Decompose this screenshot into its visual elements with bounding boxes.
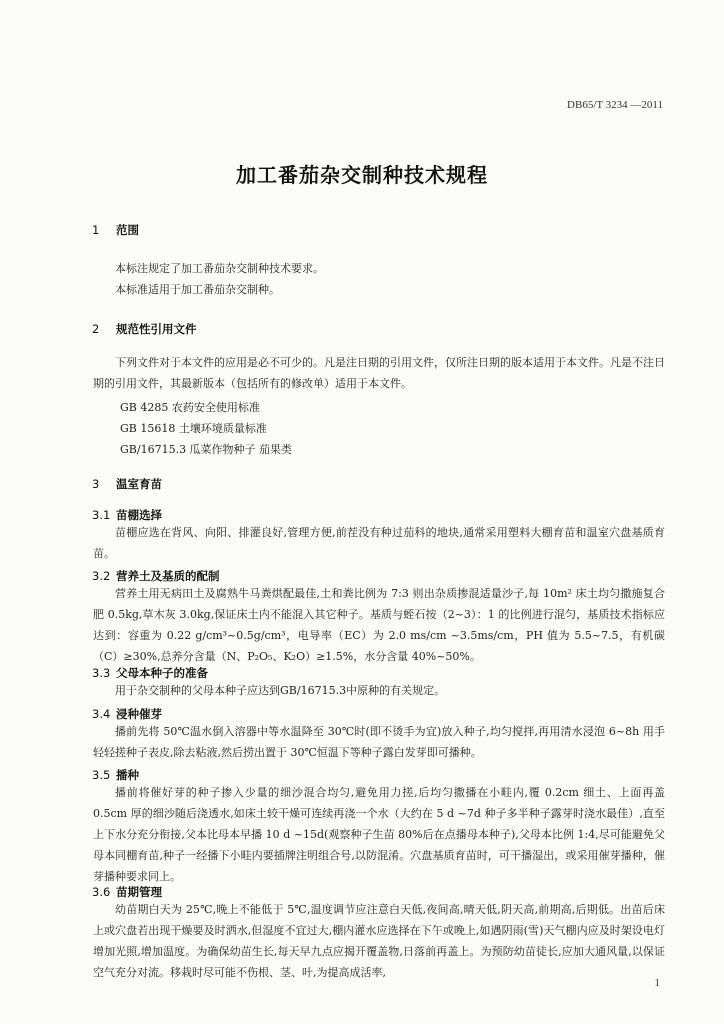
section-title: 苗棚选择	[116, 508, 162, 522]
section-title: 播种	[116, 768, 139, 782]
section-2-heading	[92, 321, 197, 337]
paragraph: 下列文件对于本文件的应用是必不可少的。凡是注日期的引用文件，仅所注日期的版本适用于本文件。凡是不注日期的引用文件，其最新版本（包括所有的修改单）适用于本文件。	[93, 356, 665, 390]
section-number: 3.3	[92, 666, 111, 680]
reference-item: GB 15618 土壤环境质量标准	[120, 422, 267, 435]
standard-code: DB65/T 3234 —2011	[567, 99, 663, 111]
subsection-3-5-heading	[92, 767, 139, 783]
document-title: 加工番茄杂交制种技术规程	[236, 163, 488, 187]
section-title: 营养土及基质的配制	[116, 569, 220, 583]
section-number: 3.4	[92, 707, 111, 721]
paragraph: 幼苗期白天为 25℃,晚上不能低于 5℃,温度调节应注意白天低,夜间高,晴天低,阴天高,前期高,后期低。出苗后床上或穴盘若出现干燥要及时洒水,但湿度不宜过大,棚内灌水应选择在下午或晚上,如遇阴雨(雪)天气棚内应及时架设电灯增加光照,增加温度。为确保幼苗生长,每天早九点应揭开覆盖物,日落前再盖上。为预防幼苗徒长,应加大通风量,以保证空气充分对流。移栽时尽可能不伤根、茎、叶,为提高成活率,	[93, 903, 665, 979]
section-number: 3.2	[92, 569, 111, 583]
subsection-3-2-heading	[92, 568, 220, 584]
subsection-3-6-heading	[92, 884, 162, 900]
section-title: 浸种催芽	[116, 707, 162, 721]
reference-item: GB 4285 农药安全使用标准	[120, 401, 260, 414]
paragraph: 本标准适用于加工番茄杂交制种。	[115, 283, 280, 296]
paragraph: 用于杂交制种的父母本种子应达到GB/16715.3中原种的有关规定。	[115, 684, 446, 697]
subsection-3-3-heading	[92, 665, 208, 681]
section-title: 父母本种子的准备	[116, 666, 208, 680]
section-number: 3	[92, 477, 100, 491]
section-number: 2	[92, 322, 100, 336]
section-title: 范围	[116, 223, 139, 237]
paragraph: 播前将催好芽的种子掺入少量的细沙混合均匀,避免用力搓,后均匀撒播在小畦内,覆 0.2cm 细土、上面再盖 0.5cm 厚的细沙随后浇透水,如床土较干燥可连续再浇一个水（大约在 5 d ~7d 种子多半种子露芽时浇水最佳）,直至上下水分充分衔接,父本比母本早播 10 d ~15d(观察种子生苗 80%后在点播母本种子),父母本比例 1:4,尽可能避免父母本同棚育苗,种子一经播下小畦内要插牌注明组合号,以防混淆。穴盘基质育苗时，可干播湿出，或采用催芽播种，催芽播种要求同上。	[93, 786, 665, 883]
section-number: 1	[92, 223, 100, 237]
section-title: 温室育苗	[116, 477, 162, 491]
paragraph: 播前先将 50℃温水倒入溶器中等水温降至 30℃时(即不烫手为宜)放入种子,均匀搅拌,再用清水浸泡 6~8h 用手轻轻搓种子表皮,除去粘液,然后捞出置于 30℃恒温下等种子露白发芽即可播种。	[93, 725, 665, 759]
paragraph: 本标注规定了加工番茄杂交制种技术要求。	[115, 262, 324, 275]
paragraph: 苗棚应选在背风、向阳、排灌良好,管理方便,前茬没有种过茄科的地块,通常采用塑料大棚育苗和温室穴盘基质育苗。	[93, 526, 665, 560]
subsection-3-1-heading	[92, 507, 162, 523]
page-number: 1	[654, 977, 660, 989]
subsection-3-4-heading	[92, 706, 162, 722]
section-number: 3.6	[92, 885, 111, 899]
reference-item: GB/16715.3 瓜菜作物种子 茄果类	[120, 443, 293, 456]
section-number: 3.5	[92, 768, 111, 782]
section-number: 3.1	[92, 508, 111, 522]
section-title: 规范性引用文件	[116, 322, 197, 336]
section-title: 苗期管理	[116, 885, 162, 899]
section-3-heading	[92, 476, 162, 492]
paragraph: 营养土用无病田土及腐熟牛马粪烘配最佳,土和粪比例为 7:3 则出杂质掺混适量沙子,每 10m² 床土均匀撒施复合肥 0.5kg,草木灰 3.0kg,保证床土内不能混入其它种子。基质与蛭石按（2~3）：1 的比例进行混匀，基质技术指标应达到：容重为 0.22 g/cm³~0.5g/cm³，电导率（EC）为 2.0 ms/cm ~3.5ms/cm，PH 值为 5.5~7.5，有机碳（C）≥30%,总养分含量（N、P₂O₅、K₂O）≥1.5%，水分含量 40%~50%。	[93, 587, 665, 663]
section-1-heading	[92, 222, 139, 238]
